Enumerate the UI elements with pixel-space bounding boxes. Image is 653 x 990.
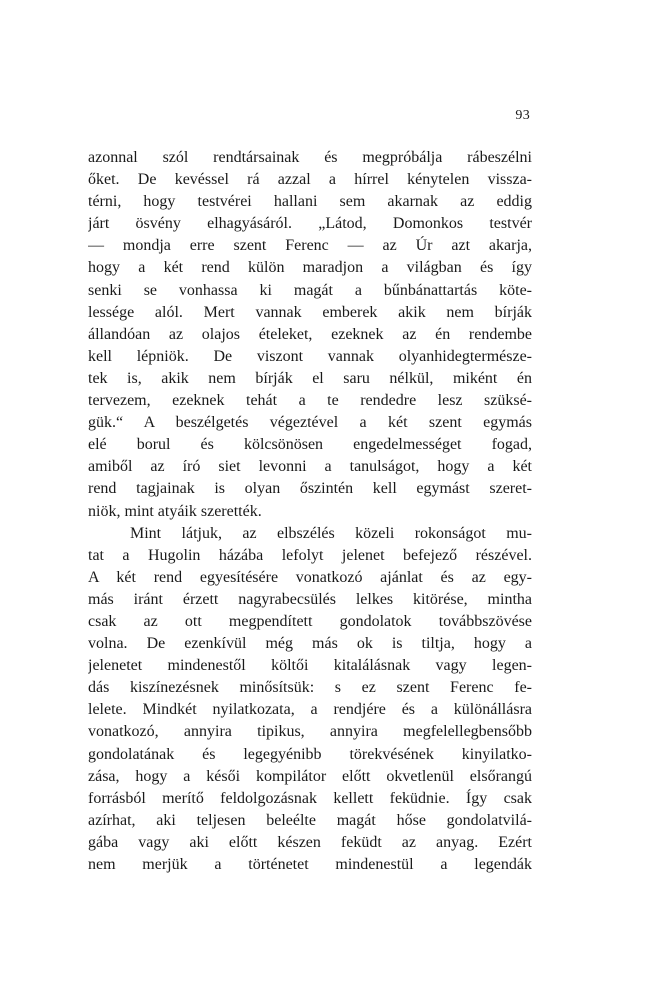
text-line: amiből az író siet levonni a tanulságot, hogy a két	[88, 458, 532, 476]
page-number: 93	[515, 108, 530, 123]
text-line: elé borul és kölcsönösen engedelmességet fogad,	[88, 436, 532, 454]
text-line: dás kiszínezésnek minősítsük: s ez szent Ferenc fe-	[88, 679, 532, 697]
text-line: hogy a két rend külön maradjon a világban és így	[88, 259, 532, 277]
text-line: állandóan az olajos ételeket, ezeknek az én rendembe	[88, 325, 532, 343]
text-line: térni, hogy testvérei hallani sem akarnak az eddig	[88, 193, 532, 211]
text-line: lessége alól. Mert vannak emberek akik nem bírják	[88, 303, 532, 321]
text-line: volna. De ezenkívül még más ok is tiltja, hogy a	[88, 635, 532, 653]
text-line: gondolatának és legegyénibb törekvésének kinyilatko-	[88, 745, 532, 763]
text-line: tat a Hugolin házába lefolyt jelenet befejező részével.	[88, 546, 532, 564]
body-text	[88, 147, 532, 876]
text-line: más iránt érzett nagyrabecsülés lelkes kitörése, mintha	[88, 590, 532, 608]
text-line: azírhat, aki teljesen beleélte magát hőse gondolatvilá-	[88, 811, 532, 829]
text-line: járt ösvény elhagyásáról. „Látod, Domonkos testvér	[88, 215, 532, 233]
text-line: niök, mint atyáik szerették.	[88, 502, 262, 520]
text-line: — mondja erre szent Ferenc — az Úr azt akarja,	[88, 237, 532, 255]
text-line: őket. De kevéssel rá azzal a hírrel kénytelen vissza-	[88, 171, 532, 189]
text-line: vonatkozó, annyira tipikus, annyira megfelellegbensőbb	[88, 723, 532, 741]
text-line: gába vagy aki előtt készen feküdt az anyag. Ezért	[88, 833, 532, 851]
text-line: csak az ott megpendített gondolatok továbbszövése	[88, 612, 532, 630]
text-line: jelenetet mindenestől költői kitalálásnak vagy legen-	[88, 657, 532, 675]
text-line: forrásból merítő feldolgozásnak kellett feküdnie. Így csak	[88, 789, 532, 807]
text-line: kell lépniök. De viszont vannak olyanhidegtermésze-	[88, 347, 532, 365]
text-line: rend tagjainak is olyan őszintén kell egymást szeret-	[88, 480, 532, 498]
text-line: azonnal szól rendtársainak és megpróbálja rábeszélni	[88, 149, 532, 166]
text-line: senki se vonhassa ki magát a bűnbánattartás köte-	[88, 281, 532, 299]
text-line: nem merjük a történetet mindenestül a legendák	[88, 856, 532, 873]
text-line: zása, hogy a késői kompilátor előtt okvetlenül elsőrangú	[88, 767, 532, 785]
paragraph-first-line: Mint látjuk, az elbszélés közeli rokonságot mu-	[130, 524, 532, 542]
text-line: A két rend egyesítésére vonatkozó ajánlat és az egy-	[88, 568, 532, 586]
text-line: lelete. Mindkét nyilatkozata, a rendjére és a különállásra	[88, 701, 532, 719]
text-line: tek is, akik nem bírják el saru nélkül, miként én	[88, 369, 532, 387]
text-line: gük.“ A beszélgetés végeztével a két szent egymás	[88, 414, 532, 432]
text-line: tervezem, ezeknek tehát a te rendedre lesz szüksé-	[88, 392, 532, 410]
